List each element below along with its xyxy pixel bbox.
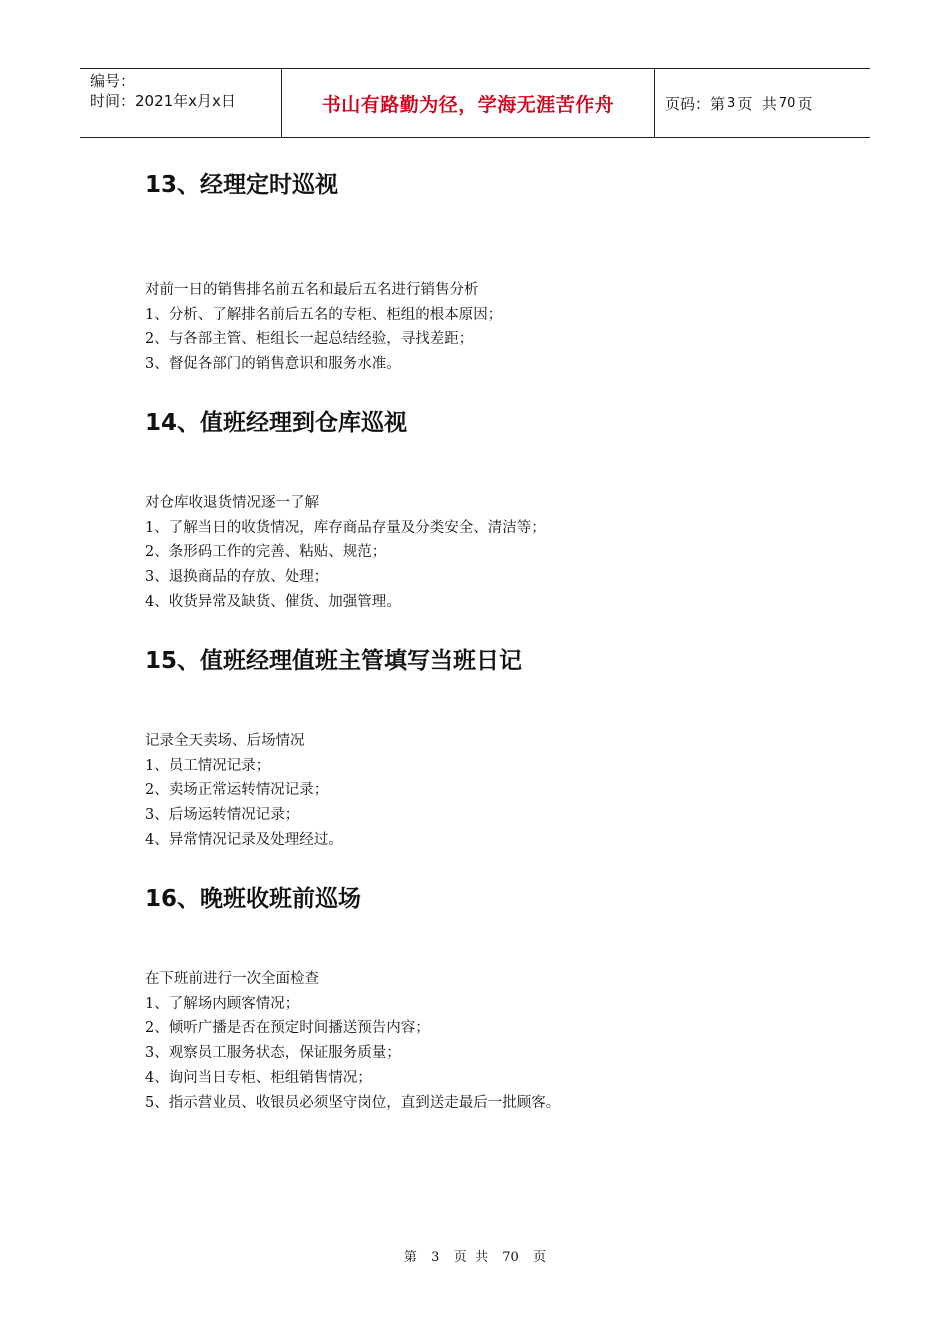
body-line: 1、了解当日的收货情况，库存商品存量及分类安全、清洁等； [145, 519, 546, 536]
body-line: 记录全天卖场、后场情况 [145, 733, 305, 749]
section-16 [145, 884, 845, 1115]
body-line: 3、退换商品的存放、处理； [145, 569, 329, 586]
section-13 [145, 170, 845, 377]
header-page-number: 3 [727, 95, 736, 111]
body-line: 对仓库收退货情况逐一了解 [145, 495, 319, 511]
body-line: 在下班前进行一次全面检查 [145, 971, 319, 987]
section-14 [145, 408, 845, 615]
footer-prefix: 第 [403, 1250, 417, 1265]
page-footer [0, 1246, 950, 1265]
body-line: 2、与各部主管、柜组长一起总结经验，寻找差距； [145, 331, 474, 348]
header-page-prefix: 页码：第 [665, 94, 726, 113]
header-code-label: 编号： [90, 72, 136, 90]
header-page-info [655, 69, 870, 137]
body-line: 1、了解场内顾客情况； [145, 995, 300, 1012]
body-line: 1、分析、了解排名前后五名的专柜、柜组的根本原因； [145, 306, 503, 323]
body-line: 2、卖场正常运转情况记录； [145, 782, 329, 799]
body-line: 3、后场运转情况记录； [145, 807, 300, 824]
section-15 [145, 646, 845, 853]
page-header [80, 68, 870, 138]
section-title: 16、晚班收班前巡场 [145, 886, 362, 912]
body-line: 3、观察员工服务状态，保证服务质量； [145, 1045, 401, 1062]
footer-mid: 页 共 [453, 1250, 488, 1265]
header-page-mid: 页 共 [737, 94, 777, 113]
section-body [145, 967, 845, 1115]
section-body [145, 491, 845, 615]
footer-page-total: 70 [502, 1250, 519, 1265]
section-title: 15、值班经理值班主管填写当班日记 [145, 648, 523, 674]
body-line: 对前一日的销售排名前五名和最后五名进行销售分析 [145, 282, 479, 298]
body-line: 1、员工情况记录； [145, 757, 271, 774]
header-time-label: 时间：2021年x月x日 [90, 92, 236, 110]
section-body [145, 278, 845, 377]
footer-suffix: 页 [533, 1250, 547, 1265]
body-line: 4、异常情况记录及处理经过。 [145, 831, 343, 848]
section-body [145, 729, 845, 853]
body-line: 3、督促各部门的销售意识和服务水准。 [145, 356, 401, 373]
body-line: 2、条形码工作的完善、粘贴、规范； [145, 544, 387, 561]
footer-page-number: 3 [431, 1250, 440, 1265]
section-title: 13、经理定时巡视 [145, 172, 339, 198]
header-page-total: 70 [778, 95, 796, 111]
section-title: 14、值班经理到仓库巡视 [145, 410, 408, 436]
body-line: 5、指示营业员、收银员必须坚守岗位，直到送走最后一批顾客。 [145, 1094, 561, 1111]
body-line: 4、收货异常及缺货、催货、加强管理。 [145, 593, 401, 610]
body-line: 2、倾听广播是否在预定时间播送预告内容； [145, 1020, 430, 1037]
header-page-suffix: 页 [797, 94, 813, 113]
header-meta [80, 69, 282, 137]
header-motto: 书山有路勤为径，学海无涯苦作舟 [282, 69, 655, 137]
body-line: 4、询问当日专柜、柜组销售情况； [145, 1069, 372, 1086]
